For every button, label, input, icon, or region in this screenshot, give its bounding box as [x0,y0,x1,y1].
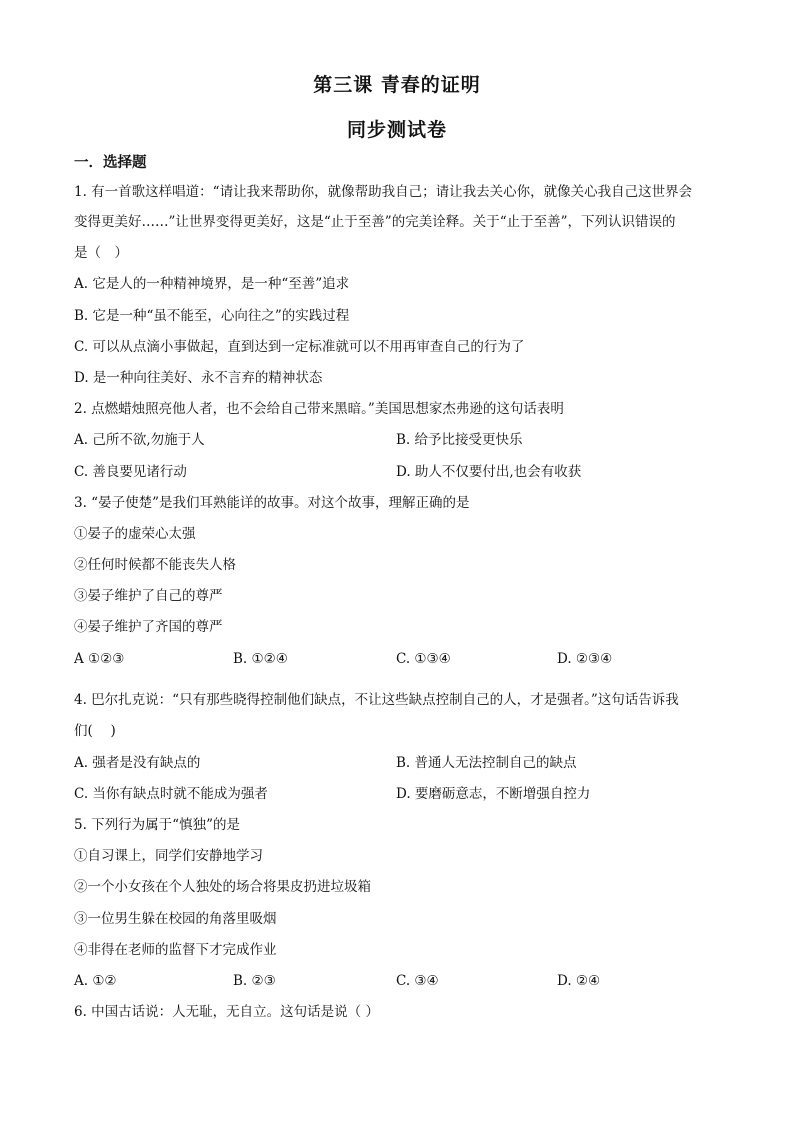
question-6-stem: 6. 中国古话说：人无耻，无自立。这句话是说（ ） [74,1004,379,1020]
question-3-option-c: C. ①③④ [396,651,451,667]
question-1-option-a: A. 它是人的一种精神境界，是一种“至善”追求 [74,276,350,292]
question-1-option-c: C. 可以从点滴小事做起，直到达到一定标准就可以不用再审查自己的行为了 [74,339,525,355]
question-1-option-b: B. 它是一种“虽不能至，心向往之”的实践过程 [74,308,350,324]
page-subtitle: 同步测试卷 [346,119,447,141]
question-3-item-3: ③晏子维护了自己的尊严 [74,588,223,604]
question-5-option-b: B. ②③ [233,973,276,989]
section-heading: 一．选择题 [74,154,147,171]
question-5-item-4: ④非得在老师的监督下才完成作业 [74,942,277,958]
question-4-option-a: A. 强者是没有缺点的 [74,755,201,771]
question-2-option-a: A. 己所不欲,勿施于人 [74,432,205,448]
question-5-stem: 5. 下列行为属于“慎独”的是 [74,817,240,833]
question-2-option-b: B. 给予比接受更快乐 [396,432,523,448]
question-2-option-c: C. 善良要见诸行动 [74,464,187,480]
question-4-option-d: D. 要磨砺意志，不断增强自控力 [396,786,591,802]
question-1-option-d: D. 是一种向往美好、永不言弃的精神状态 [74,370,323,386]
question-1-stem-line-1: 1. 有一首歌这样唱道：“请让我来帮助你，就像帮助我自己；请让我去关心你，就像关心我自己这世界会 [74,184,693,200]
question-5-item-1: ①自习课上，同学们安静地学习 [74,848,263,864]
question-3-option-b: B. ①②④ [233,651,288,667]
question-3-stem: 3. “晏子使楚”是我们耳熟能详的故事。对这个故事，理解正确的是 [74,495,470,511]
question-3-item-1: ①晏子的虚荣心太强 [74,526,196,542]
page-title: 第三课 青春的证明 [313,74,481,96]
question-1-stem-line-2: 变得更美好……”让世界变得更美好，这是“止于至善”的完美诠释。关于“止于至善”，下列认识错误的 [74,214,676,230]
question-2-stem: 2. 点燃蜡烛照亮他人者，也不会给自己带来黑暗。”美国思想家杰弗逊的这句话表明 [74,401,564,417]
question-3-item-2: ②任何时候都不能丧失人格 [74,557,236,573]
question-4-option-c: C. 当你有缺点时就不能成为强者 [74,786,268,802]
question-4-stem-line-2: 们( ) [74,723,116,739]
question-5-item-3: ③一位男生躲在校园的角落里吸烟 [74,911,277,927]
question-5-item-2: ②一个小女孩在个人独处的场合将果皮扔进垃圾箱 [74,879,371,895]
question-3-option-a: A ①②③ [74,651,125,667]
question-3-item-4: ④晏子维护了齐国的尊严 [74,619,223,635]
question-1-stem-line-3: 是（ ） [74,245,128,261]
question-4-stem-line-1: 4. 巴尔扎克说：“只有那些晓得控制他们缺点，不让这些缺点控制自己的人，才是强者。”这句话告诉我 [74,692,679,708]
question-4-option-b: B. 普通人无法控制自己的缺点 [396,755,577,771]
question-5-option-a: A. ①② [74,973,117,989]
question-2-option-d: D. 助人不仅要付出,也会有收获 [396,464,582,480]
question-5-option-d: D. ②④ [557,973,601,989]
question-5-option-c: C. ③④ [396,973,439,989]
question-3-option-d: D. ②③④ [557,651,613,667]
